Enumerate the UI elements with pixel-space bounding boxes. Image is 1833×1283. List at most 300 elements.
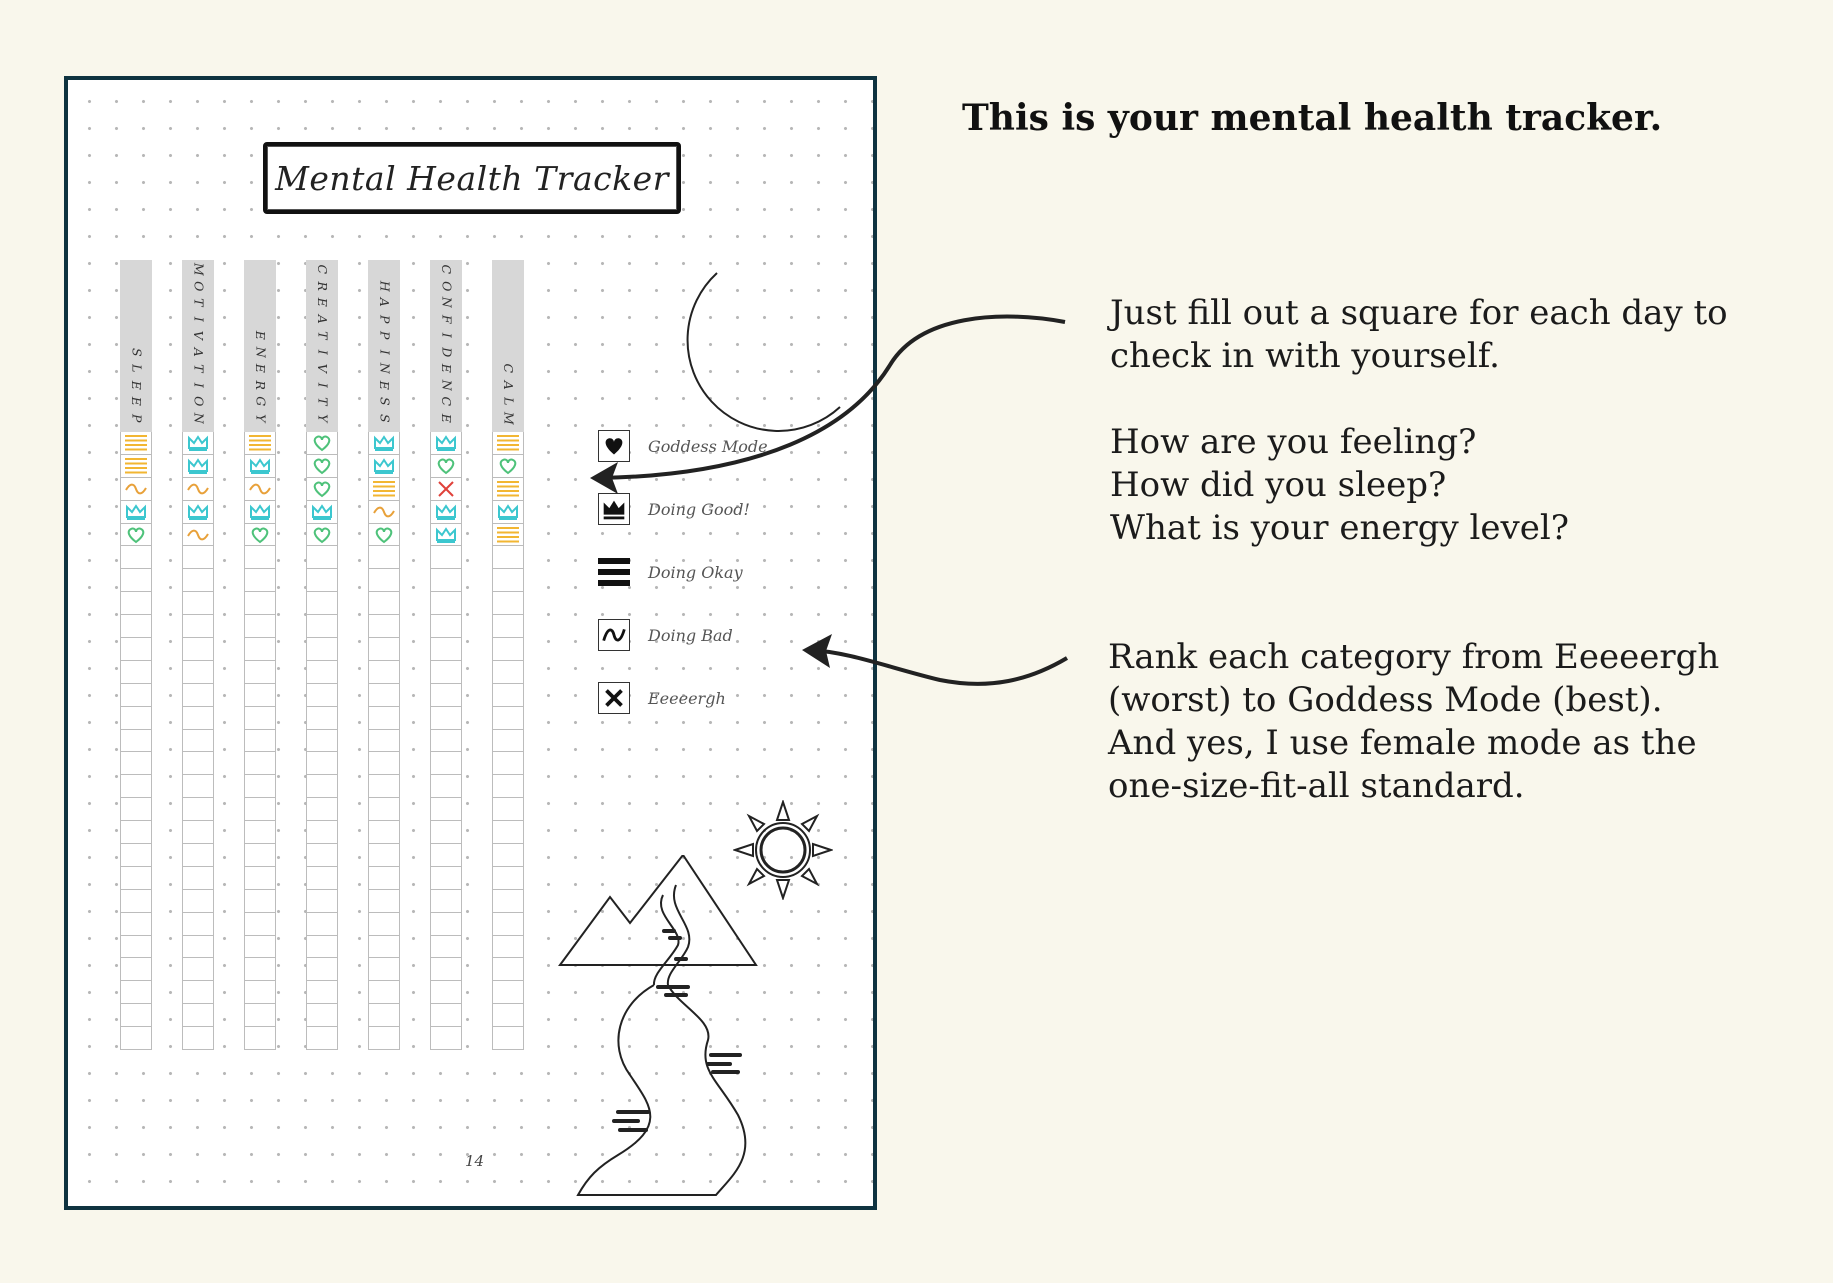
category-letter: R bbox=[253, 380, 269, 390]
category-letter: H bbox=[377, 280, 393, 292]
day-cell[interactable] bbox=[430, 615, 462, 638]
category-letter: C bbox=[439, 396, 455, 407]
mood-marker-good bbox=[123, 502, 149, 522]
category-letter: O bbox=[191, 396, 207, 407]
mood-marker-good bbox=[371, 456, 397, 476]
day-cell[interactable] bbox=[244, 775, 276, 798]
arrow-to-tracker bbox=[560, 300, 1080, 500]
day-cell[interactable] bbox=[182, 958, 214, 981]
day-cell[interactable] bbox=[368, 798, 400, 821]
day-cell[interactable] bbox=[182, 890, 214, 913]
day-cell[interactable] bbox=[492, 981, 524, 1004]
day-cell[interactable] bbox=[120, 821, 152, 844]
category-letter: F bbox=[439, 314, 455, 324]
category-letter: E bbox=[129, 396, 145, 406]
day-cell[interactable] bbox=[492, 661, 524, 684]
day-cell[interactable] bbox=[120, 1027, 152, 1050]
day-cell[interactable] bbox=[492, 958, 524, 981]
day-cell[interactable] bbox=[368, 546, 400, 569]
day-cell[interactable] bbox=[430, 890, 462, 913]
day-cell[interactable] bbox=[244, 661, 276, 684]
day-cell[interactable] bbox=[182, 501, 214, 524]
day-cell[interactable] bbox=[306, 455, 338, 478]
category-header bbox=[368, 260, 400, 432]
day-cell[interactable] bbox=[430, 1027, 462, 1050]
category-letter: S bbox=[377, 413, 393, 423]
day-cell[interactable] bbox=[368, 913, 400, 936]
category-letter: L bbox=[129, 364, 145, 373]
wave-icon bbox=[599, 619, 629, 651]
day-cell[interactable] bbox=[430, 752, 462, 775]
page-number: 14 bbox=[465, 1152, 485, 1170]
day-cell[interactable] bbox=[368, 821, 400, 844]
day-cell[interactable] bbox=[430, 867, 462, 890]
day-cell[interactable] bbox=[492, 913, 524, 936]
legend-label: Doing Good! bbox=[648, 499, 750, 519]
day-cell[interactable] bbox=[368, 455, 400, 478]
day-cell[interactable] bbox=[492, 1027, 524, 1050]
legend-item-eeeeergh bbox=[598, 682, 726, 714]
mood-marker-good bbox=[371, 433, 397, 453]
day-cell[interactable] bbox=[492, 867, 524, 890]
category-letter: I bbox=[191, 382, 207, 388]
day-cell[interactable] bbox=[368, 730, 400, 753]
day-cell[interactable] bbox=[182, 775, 214, 798]
day-cell[interactable] bbox=[120, 615, 152, 638]
day-cell[interactable] bbox=[368, 478, 400, 501]
day-cell[interactable] bbox=[244, 1004, 276, 1027]
day-cell[interactable] bbox=[244, 684, 276, 707]
category-letter: A bbox=[377, 297, 393, 307]
mood-marker-okay bbox=[495, 433, 521, 453]
day-cell[interactable] bbox=[492, 524, 524, 547]
day-cell[interactable] bbox=[306, 798, 338, 821]
day-cell[interactable] bbox=[306, 958, 338, 981]
day-cell[interactable] bbox=[430, 775, 462, 798]
tracker-title-box bbox=[263, 142, 681, 214]
day-cell[interactable] bbox=[368, 592, 400, 615]
mood-marker-bad bbox=[185, 479, 211, 499]
day-cell[interactable] bbox=[182, 569, 214, 592]
day-cell[interactable] bbox=[120, 867, 152, 890]
day-cell[interactable] bbox=[244, 569, 276, 592]
day-cell[interactable] bbox=[368, 936, 400, 959]
day-cell[interactable] bbox=[492, 638, 524, 661]
day-cell[interactable] bbox=[120, 730, 152, 753]
day-cell[interactable] bbox=[368, 638, 400, 661]
day-cell[interactable] bbox=[120, 661, 152, 684]
day-cell[interactable] bbox=[182, 1027, 214, 1050]
category-letter: D bbox=[439, 346, 455, 357]
mood-marker-good bbox=[185, 502, 211, 522]
category-letter: I bbox=[315, 349, 331, 355]
mood-marker-okay bbox=[247, 433, 273, 453]
category-letter: E bbox=[377, 380, 393, 390]
day-cell[interactable] bbox=[492, 844, 524, 867]
day-cell[interactable] bbox=[430, 1004, 462, 1027]
legend-item-bad bbox=[598, 619, 733, 651]
day-cell[interactable] bbox=[244, 524, 276, 547]
day-cell[interactable] bbox=[120, 752, 152, 775]
day-cell[interactable] bbox=[430, 524, 462, 547]
day-cell[interactable] bbox=[492, 684, 524, 707]
day-cell[interactable] bbox=[182, 684, 214, 707]
heading: This is your mental health tracker. bbox=[962, 97, 1663, 139]
category-header bbox=[430, 260, 462, 432]
day-cell[interactable] bbox=[120, 890, 152, 913]
day-cell[interactable] bbox=[120, 1004, 152, 1027]
category-letter: M bbox=[501, 411, 517, 425]
category-letter: L bbox=[501, 397, 517, 406]
day-cell[interactable] bbox=[306, 730, 338, 753]
day-cell[interactable] bbox=[182, 752, 214, 775]
mood-marker-goddess bbox=[309, 525, 335, 545]
day-cell[interactable] bbox=[120, 455, 152, 478]
day-cell[interactable] bbox=[244, 958, 276, 981]
day-cell[interactable] bbox=[182, 455, 214, 478]
day-cell[interactable] bbox=[306, 821, 338, 844]
day-cell[interactable] bbox=[368, 684, 400, 707]
category-letter: I bbox=[315, 382, 331, 388]
legend-label: Eeeeergh bbox=[648, 688, 726, 708]
day-cell[interactable] bbox=[120, 958, 152, 981]
day-cell[interactable] bbox=[182, 638, 214, 661]
day-cell[interactable] bbox=[430, 661, 462, 684]
day-cell[interactable] bbox=[492, 730, 524, 753]
category-letter: O bbox=[439, 280, 455, 291]
day-cell[interactable] bbox=[182, 546, 214, 569]
category-letter: N bbox=[439, 379, 455, 391]
mood-marker-good bbox=[495, 502, 521, 522]
day-cell[interactable] bbox=[120, 638, 152, 661]
day-cell[interactable] bbox=[182, 432, 214, 455]
day-cell[interactable] bbox=[306, 432, 338, 455]
mood-marker-okay bbox=[123, 456, 149, 476]
category-letter: P bbox=[129, 413, 145, 422]
day-cell[interactable] bbox=[182, 730, 214, 753]
day-cell[interactable] bbox=[368, 775, 400, 798]
category-column-motivation bbox=[182, 260, 214, 1050]
day-cell[interactable] bbox=[430, 501, 462, 524]
day-cell[interactable] bbox=[430, 798, 462, 821]
day-cell[interactable] bbox=[120, 936, 152, 959]
day-cell[interactable] bbox=[306, 752, 338, 775]
day-cell[interactable] bbox=[368, 867, 400, 890]
category-letter: Y bbox=[315, 413, 331, 422]
category-column-energy bbox=[244, 260, 276, 1050]
day-cell[interactable] bbox=[182, 478, 214, 501]
day-cell[interactable] bbox=[306, 478, 338, 501]
day-cell[interactable] bbox=[492, 707, 524, 730]
day-cell[interactable] bbox=[368, 661, 400, 684]
day-cell[interactable] bbox=[492, 592, 524, 615]
mood-marker-good bbox=[247, 502, 273, 522]
category-letter: R bbox=[315, 281, 331, 291]
day-cell[interactable] bbox=[368, 1004, 400, 1027]
day-cell[interactable] bbox=[306, 936, 338, 959]
day-cell[interactable] bbox=[244, 478, 276, 501]
day-cell[interactable] bbox=[244, 1027, 276, 1050]
day-cell[interactable] bbox=[120, 913, 152, 936]
day-cell[interactable] bbox=[120, 798, 152, 821]
mood-marker-goddess bbox=[309, 456, 335, 476]
day-cell[interactable] bbox=[182, 661, 214, 684]
category-letter: N bbox=[191, 412, 207, 424]
day-cell[interactable] bbox=[120, 775, 152, 798]
mood-marker-bad bbox=[123, 479, 149, 499]
day-cell[interactable] bbox=[244, 798, 276, 821]
day-cell[interactable] bbox=[182, 821, 214, 844]
mood-marker-okay bbox=[495, 479, 521, 499]
mood-marker-goddess bbox=[309, 433, 335, 453]
day-cell[interactable] bbox=[244, 546, 276, 569]
category-letter: E bbox=[129, 380, 145, 390]
day-cell[interactable] bbox=[430, 981, 462, 1004]
day-cell[interactable] bbox=[430, 432, 462, 455]
day-cell[interactable] bbox=[306, 707, 338, 730]
day-cell[interactable] bbox=[492, 936, 524, 959]
day-cell[interactable] bbox=[430, 592, 462, 615]
mood-marker-goddess bbox=[433, 456, 459, 476]
day-cell[interactable] bbox=[244, 707, 276, 730]
day-cell[interactable] bbox=[368, 981, 400, 1004]
category-header bbox=[120, 260, 152, 432]
legend-swatch bbox=[598, 682, 630, 714]
day-cell[interactable] bbox=[244, 752, 276, 775]
category-letter: E bbox=[253, 330, 269, 340]
day-cell[interactable] bbox=[120, 844, 152, 867]
day-cell[interactable] bbox=[120, 684, 152, 707]
category-letter: I bbox=[191, 316, 207, 322]
day-cell[interactable] bbox=[368, 752, 400, 775]
day-cell[interactable] bbox=[182, 592, 214, 615]
day-cell[interactable] bbox=[244, 890, 276, 913]
mood-marker-bad bbox=[185, 525, 211, 545]
category-column-happiness bbox=[368, 260, 400, 1050]
day-cell[interactable] bbox=[244, 615, 276, 638]
day-cell[interactable] bbox=[182, 936, 214, 959]
mountain-river-illustration bbox=[558, 855, 798, 1235]
day-cell[interactable] bbox=[430, 913, 462, 936]
day-cell[interactable] bbox=[306, 638, 338, 661]
day-cell[interactable] bbox=[120, 981, 152, 1004]
day-cell[interactable] bbox=[430, 958, 462, 981]
legend-item-okay bbox=[598, 556, 743, 588]
day-cell[interactable] bbox=[306, 867, 338, 890]
day-cell[interactable] bbox=[492, 890, 524, 913]
day-cell[interactable] bbox=[306, 775, 338, 798]
day-cell[interactable] bbox=[492, 775, 524, 798]
day-cell[interactable] bbox=[430, 821, 462, 844]
day-cell[interactable] bbox=[182, 798, 214, 821]
day-cell[interactable] bbox=[182, 524, 214, 547]
category-letter: T bbox=[191, 364, 207, 373]
day-cell[interactable] bbox=[492, 798, 524, 821]
day-cell[interactable] bbox=[244, 913, 276, 936]
legend-label: Goddess Mode bbox=[648, 436, 768, 456]
day-cell[interactable] bbox=[492, 1004, 524, 1027]
day-cell[interactable] bbox=[244, 638, 276, 661]
day-cell[interactable] bbox=[182, 1004, 214, 1027]
day-cell[interactable] bbox=[244, 455, 276, 478]
rank-instructions: Rank each category from Eeeeergh (worst) to Goddess Mode (best). And yes, I use female mode as the one-size-fit-all standard. bbox=[1108, 637, 1720, 806]
mood-marker-good bbox=[185, 433, 211, 453]
day-cell[interactable] bbox=[306, 844, 338, 867]
day-cell[interactable] bbox=[430, 844, 462, 867]
mood-marker-okay bbox=[495, 525, 521, 545]
category-letter: P bbox=[377, 314, 393, 323]
day-cell[interactable] bbox=[244, 821, 276, 844]
mood-marker-okay bbox=[123, 433, 149, 453]
day-cell[interactable] bbox=[368, 844, 400, 867]
category-letter: N bbox=[377, 362, 393, 374]
day-cell[interactable] bbox=[120, 501, 152, 524]
tracker-page bbox=[64, 76, 877, 1210]
day-cell[interactable] bbox=[492, 546, 524, 569]
category-letter: Y bbox=[253, 413, 269, 422]
three-bars-icon bbox=[598, 556, 630, 588]
day-cell[interactable] bbox=[430, 569, 462, 592]
day-cell[interactable] bbox=[182, 844, 214, 867]
day-cell[interactable] bbox=[306, 592, 338, 615]
day-cell[interactable] bbox=[120, 569, 152, 592]
category-letter: C bbox=[501, 363, 517, 374]
category-letter: S bbox=[129, 347, 145, 357]
day-cell[interactable] bbox=[368, 615, 400, 638]
day-cell[interactable] bbox=[368, 890, 400, 913]
category-letter: G bbox=[253, 396, 269, 407]
category-letter: S bbox=[377, 396, 393, 406]
day-cell[interactable] bbox=[492, 432, 524, 455]
category-letter: E bbox=[315, 297, 331, 307]
day-cell[interactable] bbox=[244, 844, 276, 867]
category-column-sleep bbox=[120, 260, 152, 1050]
day-cell[interactable] bbox=[492, 569, 524, 592]
day-cell[interactable] bbox=[182, 867, 214, 890]
mood-marker-goddess bbox=[309, 479, 335, 499]
day-cell[interactable] bbox=[120, 432, 152, 455]
legend-swatch bbox=[598, 619, 630, 651]
day-cell[interactable] bbox=[430, 684, 462, 707]
day-cell[interactable] bbox=[430, 707, 462, 730]
mood-marker-goddess bbox=[371, 525, 397, 545]
day-cell[interactable] bbox=[306, 981, 338, 1004]
day-cell[interactable] bbox=[306, 661, 338, 684]
day-cell[interactable] bbox=[244, 730, 276, 753]
category-letter: T bbox=[191, 298, 207, 307]
day-cell[interactable] bbox=[120, 592, 152, 615]
mood-marker-good bbox=[247, 456, 273, 476]
day-cell[interactable] bbox=[430, 936, 462, 959]
day-cell[interactable] bbox=[306, 913, 338, 936]
day-cell[interactable] bbox=[120, 546, 152, 569]
day-cell[interactable] bbox=[306, 1027, 338, 1050]
category-header bbox=[182, 260, 214, 432]
day-cell[interactable] bbox=[430, 478, 462, 501]
day-cell[interactable] bbox=[492, 478, 524, 501]
category-letter: A bbox=[315, 314, 331, 324]
day-cell[interactable] bbox=[306, 1004, 338, 1027]
category-letter: V bbox=[315, 363, 331, 373]
day-cell[interactable] bbox=[492, 501, 524, 524]
day-cell[interactable] bbox=[306, 615, 338, 638]
category-letter: T bbox=[315, 331, 331, 340]
day-cell[interactable] bbox=[368, 432, 400, 455]
category-letter: P bbox=[377, 331, 393, 340]
fill-instructions: Just fill out a square for each day to check in with yourself. How are you feeling? How did you sleep? What is your energy level? bbox=[1110, 293, 1728, 548]
mood-marker-good bbox=[433, 525, 459, 545]
category-letter: O bbox=[191, 280, 207, 291]
category-letter: N bbox=[439, 296, 455, 308]
category-letter: T bbox=[315, 397, 331, 406]
category-letter: E bbox=[439, 363, 455, 373]
day-cell[interactable] bbox=[120, 478, 152, 501]
category-letter: V bbox=[191, 330, 207, 340]
day-cell[interactable] bbox=[430, 546, 462, 569]
day-cell[interactable] bbox=[244, 867, 276, 890]
day-cell[interactable] bbox=[492, 821, 524, 844]
day-cell[interactable] bbox=[368, 569, 400, 592]
day-cell[interactable] bbox=[430, 730, 462, 753]
mood-marker-good bbox=[433, 502, 459, 522]
day-cell[interactable] bbox=[244, 592, 276, 615]
mood-marker-good bbox=[185, 456, 211, 476]
day-cell[interactable] bbox=[306, 684, 338, 707]
day-cell[interactable] bbox=[306, 569, 338, 592]
legend-label: Doing Bad bbox=[648, 625, 733, 645]
day-cell[interactable] bbox=[120, 707, 152, 730]
legend-swatch bbox=[598, 556, 630, 588]
day-cell[interactable] bbox=[244, 981, 276, 1004]
category-letter: C bbox=[439, 264, 455, 275]
day-cell[interactable] bbox=[182, 707, 214, 730]
day-cell[interactable] bbox=[306, 546, 338, 569]
day-cell[interactable] bbox=[368, 524, 400, 547]
category-letter: E bbox=[253, 363, 269, 373]
category-letter: A bbox=[191, 347, 207, 357]
day-cell[interactable] bbox=[244, 432, 276, 455]
day-cell[interactable] bbox=[430, 455, 462, 478]
category-header bbox=[244, 260, 276, 432]
day-cell[interactable] bbox=[306, 890, 338, 913]
category-letter: C bbox=[315, 264, 331, 275]
day-cell[interactable] bbox=[368, 707, 400, 730]
day-cell[interactable] bbox=[244, 501, 276, 524]
category-column-creativity bbox=[306, 260, 338, 1050]
day-cell[interactable] bbox=[368, 501, 400, 524]
day-cell[interactable] bbox=[120, 524, 152, 547]
day-cell[interactable] bbox=[430, 638, 462, 661]
day-cell[interactable] bbox=[368, 958, 400, 981]
day-cell[interactable] bbox=[182, 981, 214, 1004]
day-cell[interactable] bbox=[492, 455, 524, 478]
mood-marker-goddess bbox=[123, 525, 149, 545]
category-letter: M bbox=[191, 262, 207, 276]
day-cell[interactable] bbox=[306, 501, 338, 524]
category-column-confidence bbox=[430, 260, 462, 1050]
mood-marker-bad bbox=[371, 502, 397, 522]
category-letter: N bbox=[253, 346, 269, 358]
category-letter: E bbox=[439, 413, 455, 423]
day-cell[interactable] bbox=[492, 752, 524, 775]
category-letter: A bbox=[501, 380, 517, 390]
day-cell[interactable] bbox=[306, 524, 338, 547]
day-cell[interactable] bbox=[182, 913, 214, 936]
day-cell[interactable] bbox=[182, 615, 214, 638]
day-cell[interactable] bbox=[244, 936, 276, 959]
day-cell[interactable] bbox=[492, 615, 524, 638]
day-cell[interactable] bbox=[368, 1027, 400, 1050]
